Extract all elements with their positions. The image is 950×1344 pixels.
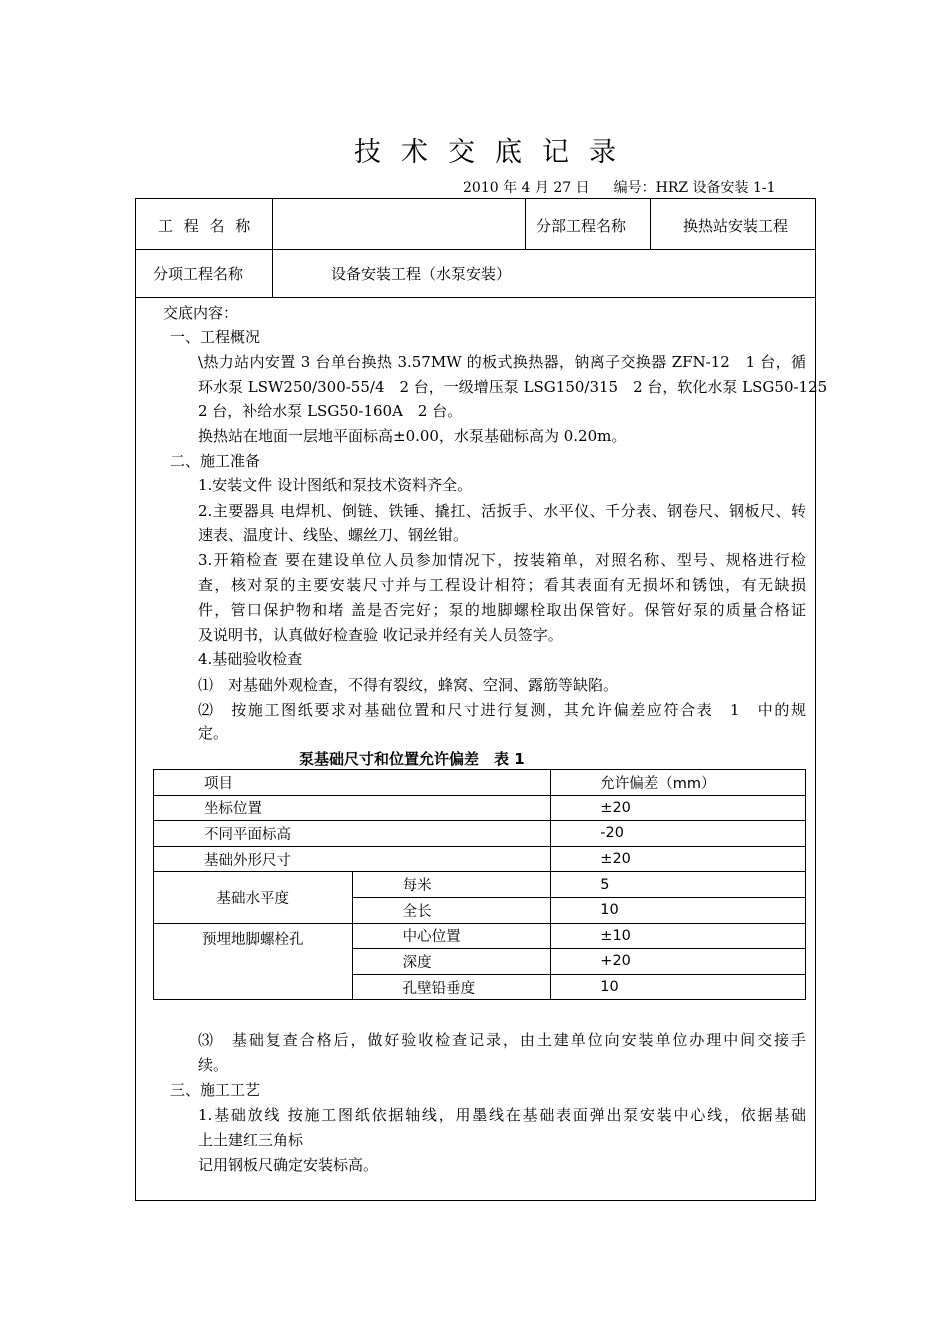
table-row <box>154 923 806 949</box>
s1-line: 换热站在地面一层地平面标高±0.00，水泵基础标高为 0.20m。 <box>198 427 627 445</box>
s2-line: 1.安装文件 设计图纸和泵技术资料齐全。 <box>198 476 473 494</box>
s2-line: 速表、温度计、线坠、螺丝刀、钢丝钳。 <box>198 526 469 544</box>
content-intro: 交底内容： <box>163 304 239 322</box>
table-group-cell: 基础水平度 <box>154 872 353 923</box>
table-cell: 孔壁铅垂度 <box>352 974 551 1000</box>
document-title: 技术交底记录 <box>354 137 636 168</box>
table-header-item: 项目 <box>154 770 551 796</box>
s2-line: 2.主要器具 电焊机、倒链、铁锤、撬扛、活扳手、水平仪、千分表、钢卷尺、钢板尺、转 <box>198 502 806 520</box>
table-row <box>154 770 806 796</box>
s2-line: ⑴ 对基础外观检查，不得有裂纹，蜂窝、空洞、露筋等缺陷。 <box>198 676 619 694</box>
col-divider <box>650 199 651 249</box>
table-group-cell: 预埋地脚螺栓孔 <box>154 923 353 1000</box>
table-cell: 深度 <box>352 949 551 975</box>
table-cell: 不同平面标高 <box>154 821 551 847</box>
table-cell: 坐标位置 <box>154 795 551 821</box>
section-1-title: 一、工程概况 <box>170 328 261 346</box>
s3-line: 记用钢板尺确定安装标高。 <box>198 1156 379 1174</box>
division-label: 分部工程名称 <box>536 217 627 235</box>
s2-line: 4.基础验收检查 <box>198 650 303 668</box>
document-number: 编号：HRZ 设备安装 1-1 <box>613 180 776 196</box>
s3-line: 上土建红三角标 <box>198 1131 304 1149</box>
table-cell: 中心位置 <box>352 923 551 949</box>
table-cell: ±10 <box>551 923 806 949</box>
section-2-title: 二、施工准备 <box>170 452 261 470</box>
document-meta <box>463 177 776 197</box>
s2-line: 查，核对泵的主要安装尺寸并与工程设计相符；看其表面有无损坏和锈蚀，有无缺损 <box>198 576 806 594</box>
row-divider <box>136 249 815 250</box>
s2-line: ⑶ 基础复查合格后，做好验收检查记录，由土建单位向安装单位办理中间交接手 <box>198 1031 806 1049</box>
s2-line: 定。 <box>198 724 229 742</box>
project-name-label: 工 程 名 称 <box>158 217 254 235</box>
table-header-value: 允许偏差（mm） <box>551 770 806 796</box>
s2-line: 3.开箱检查 要在建设单位人员参加情况下，按装箱单，对照名称、型号、规格进行检 <box>198 551 806 569</box>
table-row <box>154 846 806 872</box>
s2-line: 件，管口保护物和堵 盖是否完好；泵的地脚螺栓取出保管好。保管好泵的质量合格证 <box>198 601 806 619</box>
table-cell: 10 <box>551 974 806 1000</box>
s1-line: 环水泵 LSW250/300-55/4 2 台，一级增压泵 LSG150/315 2 台，软化水泵 LSG50-125 <box>198 378 828 396</box>
division-value: 换热站安装工程 <box>683 217 789 235</box>
deviation-table <box>153 769 806 1000</box>
subitem-label: 分项工程名称 <box>153 265 244 283</box>
table-row <box>154 872 806 898</box>
col-divider <box>272 199 273 297</box>
section-3-title: 三、施工工艺 <box>170 1081 261 1099</box>
table-cell: ±20 <box>551 846 806 872</box>
table-cell: -20 <box>551 821 806 847</box>
s1-line: \热力站内安置 3 台单台换热 3.57MW 的板式换热器，钠离子交换器 ZFN-12 1 台，循 <box>198 353 806 371</box>
table-cell: 5 <box>551 872 806 898</box>
record-form <box>135 198 828 1201</box>
s3-line: 1.基础放线 按施工图纸依据轴线，用墨线在基础表面弹出泵安装中心线，依据基础 <box>198 1106 806 1124</box>
col-divider <box>525 199 526 249</box>
table-cell: 每米 <box>352 872 551 898</box>
s2-line: ⑵ 按施工图纸要求对基础位置和尺寸进行复测，其允许偏差应符合表 1 中的规 <box>198 701 806 719</box>
table-cell: 10 <box>551 897 806 923</box>
table-cell: ±20 <box>551 795 806 821</box>
document-date: 2010 年 4 月 27 日 <box>463 180 590 196</box>
table-row <box>154 821 806 847</box>
subitem-value: 设备安装工程（水泵安装） <box>331 265 512 283</box>
s2-line: 及说明书，认真做好检查验 收记录并经有关人员签字。 <box>198 626 563 644</box>
table-cell: +20 <box>551 949 806 975</box>
row-divider <box>136 297 815 298</box>
table-caption: 泵基础尺寸和位置允许偏差 表 1 <box>299 750 525 768</box>
s1-line: 2 台，补给水泵 LSG50-160A 2 台。 <box>198 402 463 420</box>
s2-line: 续。 <box>198 1056 229 1074</box>
table-row <box>154 795 806 821</box>
table-cell: 基础外形尺寸 <box>154 846 551 872</box>
table-cell: 全长 <box>352 897 551 923</box>
